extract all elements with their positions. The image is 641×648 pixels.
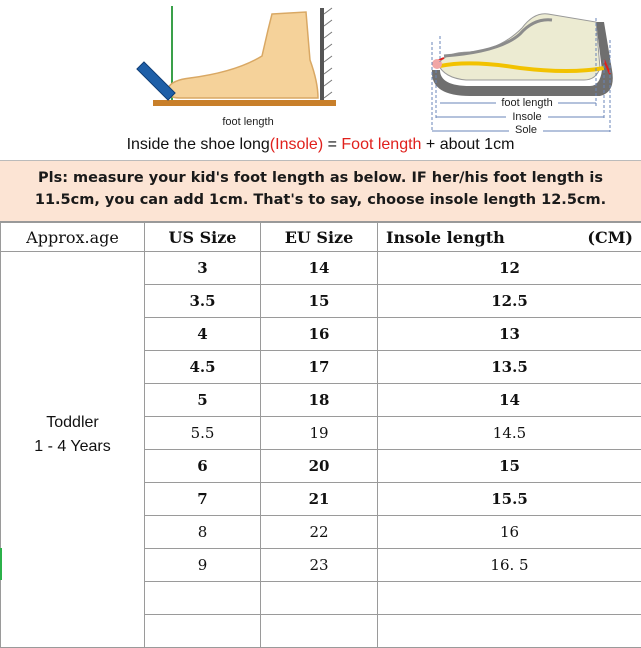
row-marker xyxy=(0,548,2,580)
shoe-section-illustration xyxy=(0,0,641,135)
eu-size-cell: 18 xyxy=(261,384,378,417)
age-group-cell xyxy=(1,252,145,648)
us-size-cell: 9 xyxy=(145,549,261,582)
eu-size-cell: 20 xyxy=(261,450,378,483)
eu-size-cell: 14 xyxy=(261,252,378,285)
insole-length-cell: 13 xyxy=(378,318,641,351)
us-size-cell: 4 xyxy=(145,318,261,351)
header-insole-length xyxy=(378,223,641,252)
header-approx-age: Approx.age xyxy=(1,223,145,252)
us-size-cell: 3.5 xyxy=(145,285,261,318)
caption-foot-length: Foot length xyxy=(341,136,421,153)
eu-size-cell: 23 xyxy=(261,549,378,582)
us-size-cell: 6 xyxy=(145,450,261,483)
insole-length-cell: 14.5 xyxy=(378,417,641,450)
right-foot-length-label: foot length xyxy=(501,97,552,109)
insole-length-cell: 16. 5 xyxy=(378,549,641,582)
eu-size-cell: 21 xyxy=(261,483,378,516)
empty-cell xyxy=(145,615,261,648)
empty-cell xyxy=(145,582,261,615)
left-foot-length-label: foot length xyxy=(222,116,273,128)
insole-label: Insole xyxy=(512,111,541,123)
header-insole-label: Insole length xyxy=(386,228,505,247)
size-chart-table xyxy=(0,222,641,648)
insole-length-cell: 12 xyxy=(378,252,641,285)
insole-length-cell: 14 xyxy=(378,384,641,417)
caption-equals: = xyxy=(323,136,341,153)
eu-size-cell: 22 xyxy=(261,516,378,549)
eu-size-cell: 15 xyxy=(261,285,378,318)
eu-size-cell: 16 xyxy=(261,318,378,351)
insole-length-cell: 12.5 xyxy=(378,285,641,318)
header-unit-cm: (CM) xyxy=(587,228,633,247)
insole-length-cell: 13.5 xyxy=(378,351,641,384)
us-size-cell: 7 xyxy=(145,483,261,516)
sole-label: Sole xyxy=(515,124,537,135)
empty-cell xyxy=(261,615,378,648)
us-size-cell: 3 xyxy=(145,252,261,285)
measurement-notice xyxy=(0,160,641,222)
us-size-cell: 5 xyxy=(145,384,261,417)
notice-line-1: Pls: measure your kid's foot length as below. IF her/his foot length is xyxy=(0,161,641,186)
age-group-name: Toddler xyxy=(1,411,144,435)
measurement-diagram xyxy=(0,0,641,160)
caption-about-1cm: + about 1cm xyxy=(421,136,514,153)
insole-length-cell: 15 xyxy=(378,450,641,483)
empty-cell xyxy=(378,582,641,615)
empty-cell xyxy=(261,582,378,615)
notice-line-2: 11.5cm, you can add 1cm. That's to say, choose insole length 12.5cm. xyxy=(0,186,641,208)
insole-length-cell: 16 xyxy=(378,516,641,549)
table-header-row xyxy=(1,223,641,252)
header-us-size: US Size xyxy=(145,223,261,252)
insole-length-cell: 15.5 xyxy=(378,483,641,516)
header-eu-size: EU Size xyxy=(261,223,378,252)
insole-formula-caption xyxy=(0,136,641,154)
table-row xyxy=(1,252,641,285)
empty-cell xyxy=(378,615,641,648)
age-group-range: 1 - 4 Years xyxy=(1,435,144,459)
us-size-cell: 5.5 xyxy=(145,417,261,450)
eu-size-cell: 17 xyxy=(261,351,378,384)
us-size-cell: 4.5 xyxy=(145,351,261,384)
caption-insole: (Insole) xyxy=(270,136,323,153)
us-size-cell: 8 xyxy=(145,516,261,549)
caption-part-1: Inside the shoe long xyxy=(127,136,270,153)
eu-size-cell: 19 xyxy=(261,417,378,450)
